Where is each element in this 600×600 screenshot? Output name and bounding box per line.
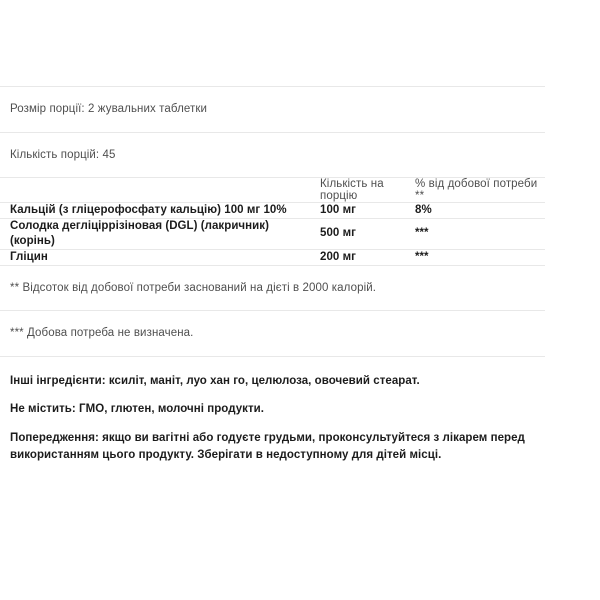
column-header-amount-per-serving: Кількість на порцію [320,178,384,203]
daily-value-footnote: ** Відсоток від добової потреби заснований на дієті в 2000 калорій. [10,281,377,294]
ingredient-name: Солодка дегліціррізіновая (DGL) (лакричник) (корінь) [0,218,305,249]
table-row [0,203,545,219]
free-from-text: Не містить: ГМО, глютен, молочні продукти. [10,403,264,416]
column-header-name [0,178,305,203]
ingredient-amount: 500 мг [305,218,410,249]
table-row [0,218,545,249]
warning-text: Попередження: якщо ви вагітні або годуєте грудьми, проконсультуйтеся з лікарем перед використанням цього продукту. Зберігати в недоступному для дітей місці. [10,432,525,461]
table-header-row [0,178,545,203]
servings-per-container-row: Кількість порцій: 45 [10,148,116,161]
ingredient-daily-value: 8% [410,203,545,219]
serving-size-row: Розмір порції: 2 жувальних таблетки [10,103,208,115]
not-established-footnote: *** Добова потреба не визначена. [10,327,194,340]
ingredient-daily-value: *** [410,218,545,249]
ingredient-name: Кальцій (з гліцерофосфату кальцію) 100 мг 10% [0,203,305,219]
ingredient-amount: 100 мг [305,203,410,219]
top-spacer [0,0,545,86]
table-row [0,249,545,264]
column-header-daily-value: % від добової потреби ** [415,178,538,203]
additional-info-block [0,357,545,464]
ingredient-name: Гліцин [0,249,305,264]
other-ingredients-text: Інші інгредієнти: ксиліт, маніт, луо хан го, целюлоза, овочевий стеарат. [10,374,420,387]
supplement-facts-table [0,178,545,265]
ingredient-daily-value: *** [410,249,545,264]
ingredient-amount: 200 мг [305,249,410,264]
